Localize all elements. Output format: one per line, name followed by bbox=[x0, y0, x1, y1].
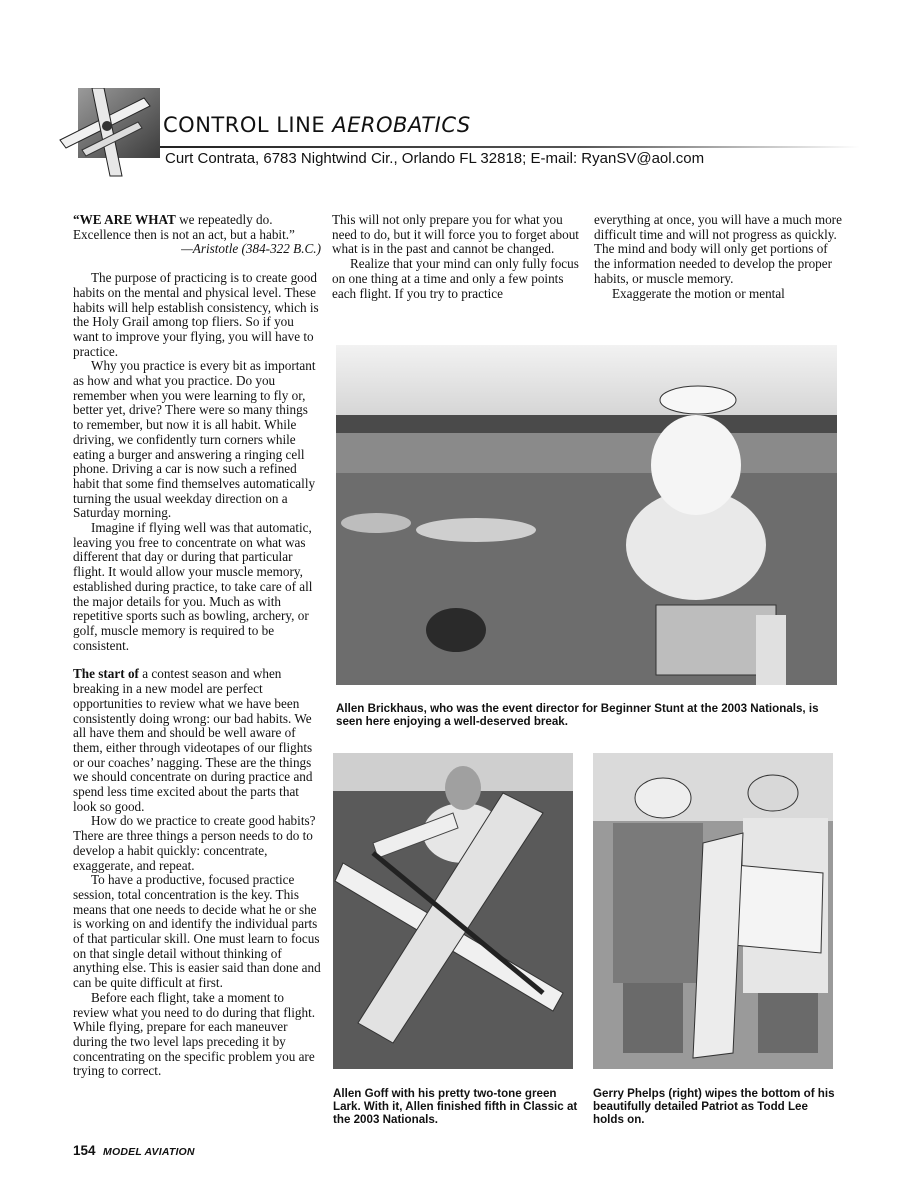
text-column-3 bbox=[594, 213, 844, 301]
paragraph: Before each flight, take a moment to review what you need to do during that flight. While flying, prepare for each maneuver during the two level laps preceding it by concentrating on the specific problem you are trying to correct. bbox=[73, 989, 316, 1079]
page-footer bbox=[73, 1143, 195, 1158]
paragraph: Why you practice is every bit as important as how and what you practice. Do you remember when you were learning to fly or, better yet, drive? There were so many things to remember, but now it is all habit. While driving, we confidently turn corners while eating a burger and answering a ringing cell phone. Driving a car is now such a refined habit that some find themselves automatically turning the usual weekday direction on a Saturday morning. bbox=[73, 358, 316, 521]
column-logo bbox=[52, 88, 160, 180]
paragraph: Realize that your mind can only fully focus on one thing at a time and only a few points each flight. If you try to practice bbox=[332, 256, 579, 301]
paragraph: everything at once, you will have a much more difficult time and will not progress as quickly. The mind and body will only get portions of the information needed to develop the proper habits, or muscle memory. bbox=[594, 212, 842, 286]
photo-caption-1: Allen Brickhaus, who was the event director for Beginner Stunt at the 2003 Nationals, is seen here enjoying a well-deserved break. bbox=[336, 702, 819, 728]
photo-caption-2: Allen Goff with his pretty two-tone green Lark. With it, Allen finished fifth in Classic at the 2003 Nationals. bbox=[333, 1087, 578, 1126]
opening-quote: “WE ARE WHAT we repeatedly do. Excellence then is not an act, but a habit.” bbox=[73, 212, 295, 242]
photo-caption-3: Gerry Phelps (right) wipes the bottom of his beautifully detailed Patriot as Todd Lee holds on. bbox=[593, 1087, 835, 1126]
paragraph: How do we practice to create good habits? There are three things a person needs to do to develop a habit quickly: concentrate, exaggerate, and repeat. bbox=[73, 813, 316, 873]
page-number: 154 bbox=[73, 1143, 96, 1158]
paragraph: This will not only prepare you for what you need to do, but it will force you to forget about what is in the past and cannot be changed. bbox=[332, 212, 579, 257]
magazine-name: MODEL AVIATION bbox=[103, 1146, 195, 1158]
author-byline: Curt Contrata, 6783 Nightwind Cir., Orlando FL 32818; E-mail: RyanSV@aol.com bbox=[165, 150, 705, 167]
paragraph: Exaggerate the motion or mental bbox=[612, 285, 785, 301]
paragraph: To have a productive, focused practice session, total concentration is the key. This means that one needs to decide what he or she is working on and identify the individual parts of that particular skill. One must learn to focus on that single detail without thinking of anything else. This is easier said than done and can be quite difficult at first. bbox=[73, 872, 321, 991]
photo-allen-brickhaus bbox=[336, 345, 837, 685]
quote-attribution: —Aristotle (384-322 B.C.) bbox=[181, 241, 321, 257]
text-column-1 bbox=[73, 213, 321, 1079]
paragraph: The purpose of practicing is to create good habits on the mental and physical level. These habits will help establish consistency, which is the Holy Grail among top fliers. So if you want to improve your flying, you will have to practice. bbox=[73, 270, 319, 359]
text-column-2 bbox=[332, 213, 582, 301]
photo-gerry-phelps bbox=[593, 753, 833, 1069]
section-lead-paragraph: The start of a contest season and when breaking in a new model are perfect opportunities to review what we have been consistently doing wrong: our bad habits. We all have them and should be well aware of them, either through videotapes of our flights or our coaches’ nagging. These are the things we should concentrate on during practice and spend less time excited about the parts that look so good. bbox=[73, 666, 313, 814]
column-title: CONTROL LINE AEROBATICS bbox=[163, 113, 471, 137]
paragraph: Imagine if flying well was that automatic, leaving you free to concentrate on what was different that day or during that particular flight. It would allow your muscle memory, established during practice, to take care of all the major details for you. Much as with repetitive sports such as bowling, archery, or golf, muscle memory is required to be consistent. bbox=[73, 520, 313, 653]
photo-allen-goff bbox=[333, 753, 573, 1069]
header-rule bbox=[160, 146, 860, 148]
